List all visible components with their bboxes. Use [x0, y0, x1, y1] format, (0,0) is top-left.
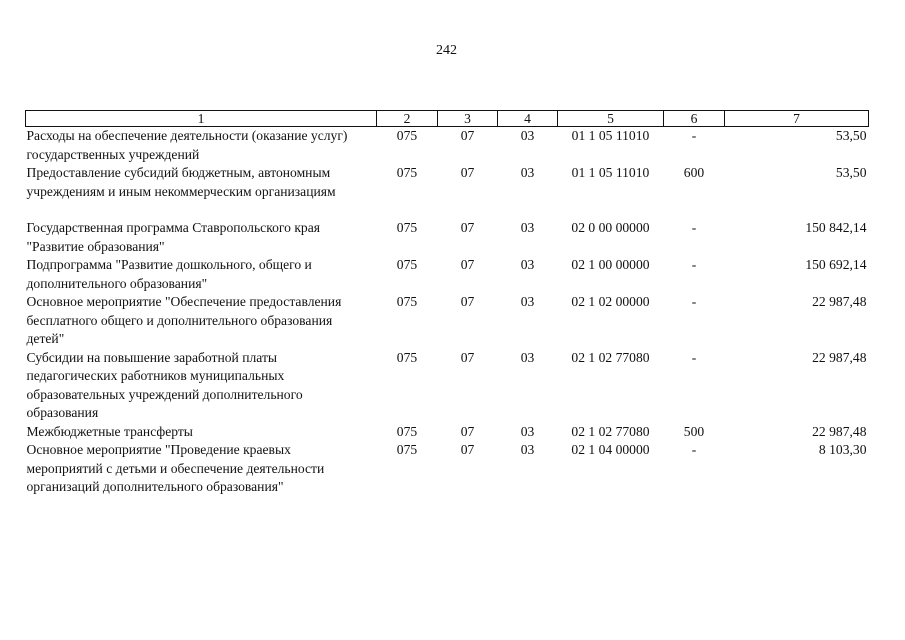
row-ministry-code: 075 — [396, 128, 418, 143]
row-section-code: 07 — [460, 294, 475, 309]
row-target-code: 02 1 04 00000 — [571, 442, 650, 457]
row-section-code: 07 — [460, 442, 475, 457]
row-target-code: 02 1 00 00000 — [571, 257, 650, 272]
budget-table — [25, 110, 869, 497]
row-target-code: 02 1 02 77080 — [571, 349, 650, 365]
row-expense-type: - — [691, 220, 697, 235]
column-header-3: 3 — [438, 111, 498, 127]
row-section-code: 07 — [460, 220, 475, 235]
row-expense-type: - — [691, 128, 697, 143]
row-subsection-code: 03 — [520, 442, 535, 457]
table-row — [26, 293, 869, 349]
row-amount: 8 103,30 — [818, 442, 867, 457]
row-target-code: 01 1 05 11010 — [571, 128, 650, 143]
row-ministry-code: 075 — [396, 165, 418, 180]
table-row — [26, 423, 869, 442]
spacer-row — [26, 201, 869, 219]
row-section-code: 07 — [460, 423, 475, 439]
table-row — [26, 441, 869, 497]
row-amount: 150 692,14 — [805, 257, 867, 272]
row-amount: 53,50 — [835, 128, 867, 143]
table-row — [26, 127, 869, 165]
column-header-5: 5 — [558, 111, 664, 127]
row-expense-type: - — [691, 257, 697, 272]
row-amount: 22 987,48 — [812, 294, 867, 309]
spacer-cell — [26, 201, 869, 219]
column-header-2: 2 — [377, 111, 438, 127]
row-ministry-code: 075 — [396, 220, 418, 235]
column-header-7: 7 — [725, 111, 869, 127]
row-amount: 22 987,48 — [812, 423, 867, 439]
row-subsection-code: 03 — [520, 349, 535, 365]
row-subsection-code: 03 — [520, 128, 535, 143]
table-row — [26, 349, 869, 423]
column-header-6: 6 — [664, 111, 725, 127]
row-name: Подпрограмма "Развитие дошкольного, общего и дополнительного образования" — [26, 257, 312, 291]
row-target-code: 02 0 00 00000 — [571, 220, 650, 235]
row-name: Основное мероприятие "Проведение краевых мероприятий с детьми и обеспечение деятельности организаций дополнительного образования" — [26, 442, 325, 494]
row-ministry-code: 075 — [396, 294, 418, 309]
row-name: Основное мероприятие "Обеспечение предоставления бесплатного общего и дополнительного образования детей" — [26, 294, 342, 346]
row-section-code: 07 — [460, 257, 475, 272]
column-header-1: 1 — [26, 111, 377, 127]
row-name: Предоставление субсидий бюджетным, автономным учреждениям и иным некоммерческим организациям — [26, 165, 336, 199]
table-header-row — [26, 111, 869, 127]
row-amount: 22 987,48 — [812, 349, 867, 365]
row-section-code: 07 — [460, 165, 475, 180]
table-row — [26, 256, 869, 293]
row-name: Государственная программа Ставропольского края "Развитие образования" — [26, 220, 321, 254]
table-row — [26, 219, 869, 256]
row-ministry-code: 075 — [396, 349, 418, 365]
page-number: 242 — [436, 43, 457, 58]
table-row — [26, 164, 869, 201]
column-header-4: 4 — [498, 111, 558, 127]
row-amount: 53,50 — [835, 165, 867, 180]
row-section-code: 07 — [460, 349, 475, 365]
row-subsection-code: 03 — [520, 220, 535, 235]
row-ministry-code: 075 — [396, 442, 418, 457]
row-subsection-code: 03 — [520, 257, 535, 272]
row-amount: 150 842,14 — [805, 220, 867, 235]
row-expense-type: 600 — [683, 165, 705, 180]
row-name: Субсидии на повышение заработной платы педагогических работников муниципальных образовательных учреждений дополнительного образования — [26, 349, 303, 420]
row-ministry-code: 075 — [396, 423, 418, 439]
row-target-code: 02 1 02 00000 — [571, 294, 650, 309]
row-ministry-code: 075 — [396, 257, 418, 272]
row-subsection-code: 03 — [520, 294, 535, 309]
row-subsection-code: 03 — [520, 423, 535, 439]
row-name: Межбюджетные трансферты — [26, 423, 193, 439]
row-expense-type: - — [691, 442, 697, 457]
row-expense-type: 500 — [683, 423, 705, 439]
row-name: Расходы на обеспечение деятельности (оказание услуг) государственных учреждений — [26, 128, 348, 162]
row-target-code: 01 1 05 11010 — [571, 165, 650, 180]
row-subsection-code: 03 — [520, 165, 535, 180]
row-expense-type: - — [691, 349, 697, 365]
row-target-code: 02 1 02 77080 — [571, 423, 650, 439]
row-expense-type: - — [691, 294, 697, 309]
row-section-code: 07 — [460, 128, 475, 143]
